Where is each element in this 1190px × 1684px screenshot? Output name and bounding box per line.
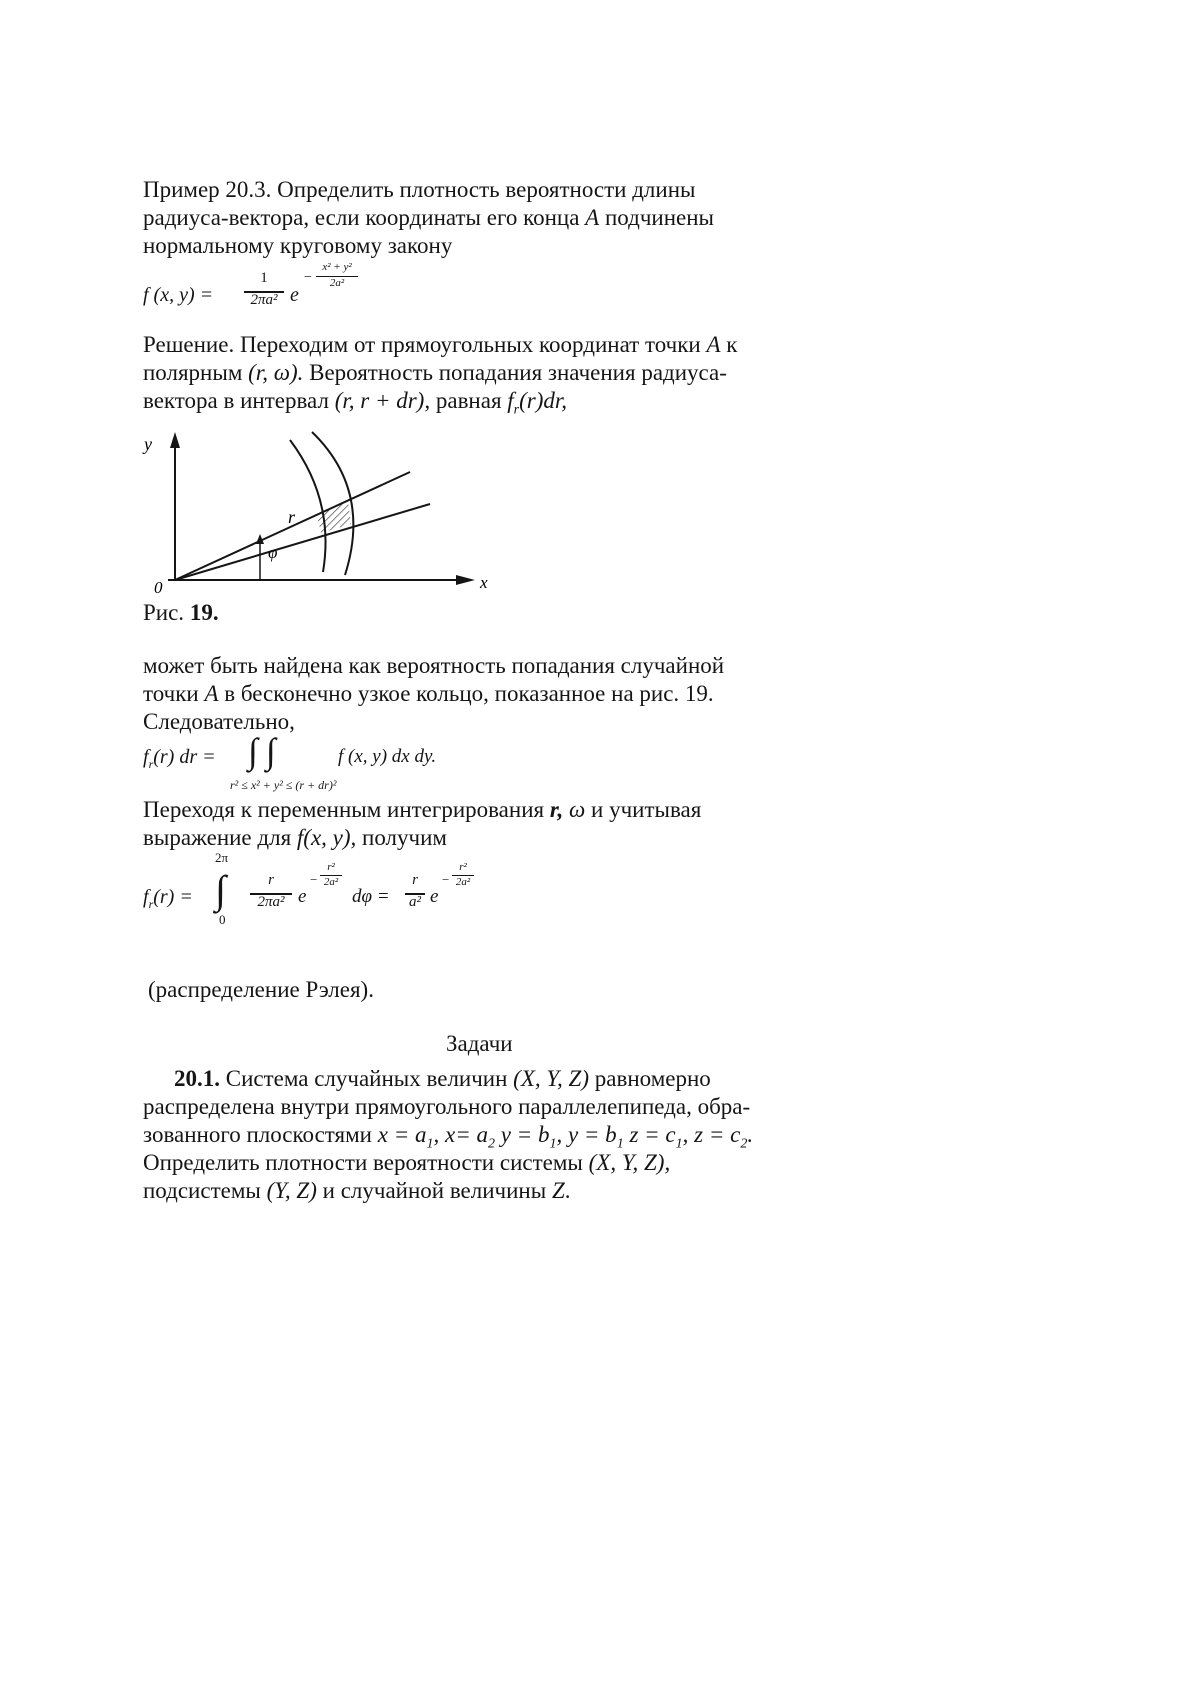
arc-inner <box>290 440 326 572</box>
solution-line-1: Решение. Переходим от прямоугольных координат точки A к <box>143 332 738 357</box>
formula3-num1: r <box>268 872 274 888</box>
problem-line-1: 20.1. Система случайных величин (X, Y, Z) равномерно <box>174 1066 711 1091</box>
after-fig-line-1: может быть найдена как вероятность попадания случайной <box>143 653 725 678</box>
formula2-integrand: f (x, y) dx dy. <box>338 746 437 767</box>
formula3-e1: e <box>298 886 307 907</box>
ray-lower <box>175 504 430 580</box>
solution-line-3: вектора в интервал (r, r + dr), равная $f_r(r)dr$, <box>143 388 568 418</box>
formula3-upper: 2π <box>215 850 229 865</box>
section-heading: Задачи <box>446 1031 513 1056</box>
formula3-num2: r <box>412 872 418 888</box>
x-label: x <box>480 573 488 592</box>
formula3-integral: ∫ <box>215 867 226 912</box>
x-axis-arrow <box>456 575 475 585</box>
formula3-lower: 0 <box>219 912 226 927</box>
example-line-1: Пример 20.3. Определить плотность вероятности длины <box>143 177 696 202</box>
formula1-e: e <box>290 284 299 306</box>
y-label: y <box>144 434 152 454</box>
problem-line-4: Определить плотности вероятности системы (X, Y, Z), <box>143 1150 671 1175</box>
formula3-dphi: dφ = <box>352 886 390 907</box>
transition-line-2: выражение для f(x, y), получим <box>143 825 447 850</box>
formula3-den1: 2πa² <box>257 894 285 910</box>
phi-label: φ <box>268 543 278 562</box>
example-line-3: нормальному круговому закону <box>143 233 453 258</box>
formula3-exp1-den: 2a² <box>323 876 339 888</box>
example-line-2: радиуса-вектора, если координаты его конца A подчинены <box>143 205 714 230</box>
formula3-minus1: − <box>310 872 318 887</box>
rayleigh-note: (распределение Рэлея). <box>148 977 374 1002</box>
solution-line-2: полярным (r, ω). Вероятность попадания значения радиуса- <box>143 360 727 385</box>
formula1-exp-num: x² + y² <box>322 261 352 273</box>
y-axis-arrow <box>170 432 180 448</box>
problem-line-2: распределена внутри прямоугольного параллелепипеда, обра- <box>143 1094 751 1119</box>
transition-line-1: Переходя к переменным интегрирования r, ω и учитывая <box>143 797 702 822</box>
formula2-region: r² ≤ x² + y² ≤ (r + dr)² <box>230 778 337 792</box>
formula3-exp2-num: r² <box>459 861 467 873</box>
formula1-minus: − <box>304 270 312 285</box>
r-label: r <box>288 507 296 527</box>
figure-polar-ring <box>140 430 500 595</box>
after-fig-line-3: Следовательно, <box>143 709 295 734</box>
formula3-exp2-den: 2a² <box>455 876 471 888</box>
formula1-exp-den: 2a² <box>329 277 345 289</box>
formula3-e2: e <box>430 886 439 907</box>
formula1-num: 1 <box>260 270 268 286</box>
formula1-lhs: f (x, y) = <box>143 284 214 306</box>
formula2-lhs: $f_r(r)$ dr = <box>143 746 216 771</box>
formula3-exp1-num: r² <box>327 861 335 873</box>
formula3-den2: a² <box>409 894 421 910</box>
problem-line-5: подсистемы (Y, Z) и случайной величины Z. <box>143 1178 571 1203</box>
problem-line-3: зованного плоскостями $x = a_1$, $x= a_2$ $y = b_1$, $y = b_1$ $z = c_1$, $z = c_2$. <box>143 1122 754 1152</box>
after-fig-line-2: точки A в бесконечно узкое кольцо, показанное на рис. 19. <box>143 681 714 706</box>
formula3-minus2: − <box>442 872 450 887</box>
figure-caption: Рис. 19. <box>143 600 219 625</box>
formula3-lhs: $f_r(r)$ = <box>143 886 193 911</box>
formula1-den: 2πa² <box>250 292 278 308</box>
formula2-integrals: ∫∫ <box>248 731 284 771</box>
origin-label: 0 <box>154 578 163 595</box>
